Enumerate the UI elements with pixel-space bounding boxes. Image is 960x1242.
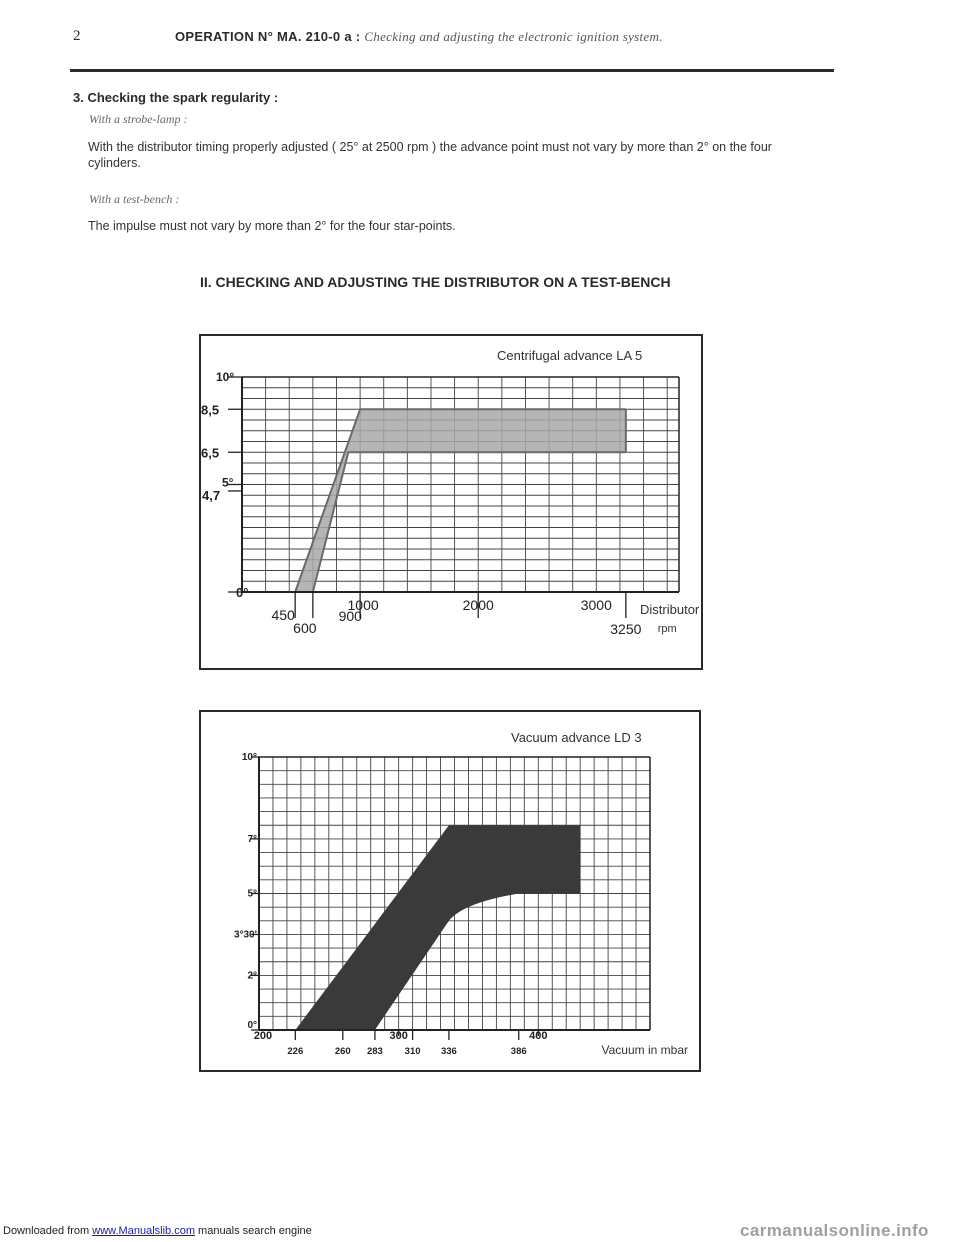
footer-suffix: manuals search engine (194, 1225, 312, 1237)
x-tick-label: 450 (271, 607, 295, 623)
chart1-title: Centrifugal advance LA 5 (497, 348, 643, 363)
centrifugal-advance-chart-box (199, 334, 703, 670)
chart2-title: Vacuum advance LD 3 (511, 730, 642, 745)
page-number: 2 (73, 28, 81, 44)
x-tick-label: 200 (253, 1030, 273, 1042)
x-tick-label: 2000 (462, 597, 494, 613)
y-tick-label: 6,5 (201, 445, 220, 461)
section-3-heading: 3. Checking the spark regularity : (73, 90, 279, 105)
vacuum-advance-chart (201, 712, 699, 1070)
x-tick-label: 226 (287, 1046, 304, 1057)
x-tick-label: 336 (440, 1046, 457, 1057)
y-tick-label: 5° (222, 475, 234, 490)
x-tick-label: 300 (389, 1030, 408, 1042)
manualslib-link[interactable]: www.Manualslib.com (92, 1225, 195, 1237)
x-tick-label: 260 (334, 1046, 351, 1057)
x-tick-label: 900 (338, 608, 362, 624)
operation-number: OPERATION N° MA. 210-0 a : (175, 29, 361, 44)
y-tick-label: 10° (241, 752, 257, 763)
x-tick-label: 386 (510, 1046, 527, 1057)
footer-prefix: Downloaded from (3, 1225, 93, 1237)
operation-title (175, 29, 663, 45)
y-tick-label: 3°30' (233, 929, 257, 941)
paragraph-test-bench: The impulse must not vary by more than 2° for the four star-points. (88, 219, 456, 233)
subheading-strobe-lamp: With a strobe-lamp : (89, 112, 188, 126)
section-2-heading: II. CHECKING AND ADJUSTING THE DISTRIBUTOR ON A TEST-BENCH (200, 274, 671, 290)
footer-text (3, 1225, 312, 1237)
x-tick-label: 3000 (580, 597, 612, 613)
header-rule (70, 69, 834, 72)
x-tick-label: 3250 (610, 621, 642, 637)
operation-subtitle: Checking and adjusting the electronic ignition system. (364, 29, 663, 44)
vacuum-advance-chart-box (199, 710, 701, 1072)
x-axis-label-line2: rpm (657, 623, 677, 635)
y-tick-label: 4,7 (202, 487, 221, 503)
x-axis-label-line1: Distributor (640, 602, 700, 617)
y-tick-label: 5° (247, 888, 257, 900)
x-tick-label: 283 (366, 1046, 383, 1057)
y-tick-label: 0° (236, 585, 249, 600)
y-tick-label: 10° (216, 370, 235, 384)
subheading-test-bench: With a test-bench : (89, 192, 180, 206)
y-tick-label: 7° (247, 833, 257, 845)
x-tick-label: 600 (293, 620, 317, 636)
x-tick-label: 310 (404, 1046, 421, 1057)
y-tick-label: 2° (247, 970, 257, 982)
centrifugal-advance-chart (201, 336, 701, 668)
paragraph-strobe-lamp: With the distributor timing properly adjusted ( 25° at 2500 rpm ) the advance point must not vary by more than 2° on the four cylinders. (88, 140, 772, 170)
advance-band (295, 825, 580, 1030)
advance-band (295, 409, 626, 592)
y-tick-label: 0° (247, 1020, 257, 1031)
x-axis-label: Vacuum in mbar (601, 1043, 688, 1057)
x-tick-label: 1000 (347, 597, 379, 613)
x-tick-label: 400 (529, 1030, 548, 1042)
y-tick-label: 8,5 (201, 402, 220, 418)
watermark: carmanualsonline.info (740, 1221, 929, 1240)
